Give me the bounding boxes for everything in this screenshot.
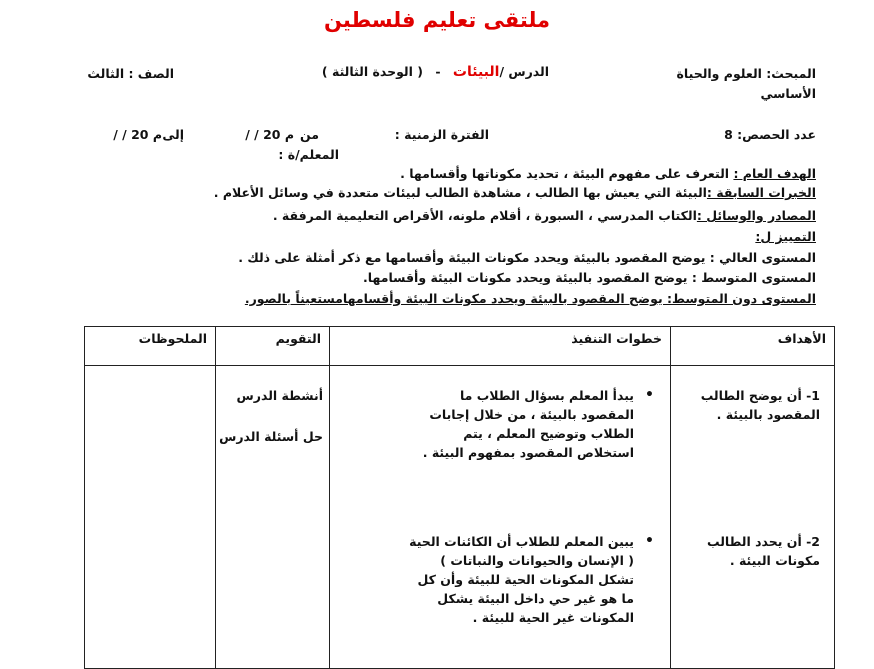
lesson-separator: - (435, 64, 441, 79)
periods-count: عدد الحصص: 8 (724, 127, 816, 142)
goals-cell (671, 366, 835, 669)
header-steps: خطوات التنفيذ (330, 327, 671, 366)
step-2: • يبين المعلم للطلاب أن الكائنات الحية ( الإنسان والحيوانات والنباتات ) تشكل المكونات الحية للبيئة وأن كل ما هو غير حي داخل البيئة يشكل المكونات غير الحية للبيئة . (404, 532, 656, 627)
notes-cell (85, 366, 216, 669)
goal-2: 2- أن يحدد الطالب مكونات البيئة . (706, 534, 820, 568)
prior-experience-label: الخبرات السابقة : (706, 185, 816, 200)
steps-cell (330, 366, 671, 669)
goal-1: 1- أن يوضح الطالب المقصود بالبيئة . (700, 388, 820, 422)
date-to: / / 20 م (113, 127, 162, 142)
lesson-name: البيئات (452, 64, 500, 80)
resources-label: المصادر والوسائل : (696, 208, 816, 223)
step-1: • يبدأ المعلم بسؤال الطلاب ما المقصود بالبيئة ، من خلال إجابات الطلاب وتوضيح المعلم ، يتم استخلاص المقصود بمفهوم البيئة . (404, 386, 656, 462)
table-header-row (85, 327, 835, 366)
table-row (85, 366, 835, 669)
from-label: من (300, 127, 319, 142)
page-title: ملتقى تعليم فلسطين (323, 8, 551, 32)
to-label: إلى (162, 127, 184, 142)
subject-label: المبحث: العلوم والحياة (676, 66, 816, 81)
header-evaluation: التقويم (216, 327, 330, 366)
header-goals: الأهداف (671, 327, 835, 366)
prior-experience-text: البيئة التي يعيش بها الطالب ، مشاهدة الطالب لبيئات متعددة في وسائل الأعلام . (213, 185, 707, 200)
teacher-label: المعلم/ة : (278, 147, 339, 162)
evaluation-1: أنشطة الدرس (236, 388, 323, 403)
period-label: الفترة الزمنية : (394, 127, 489, 142)
prior-experience (214, 185, 816, 200)
evaluation-2: حل أسئلة الدرس (219, 429, 323, 444)
lesson-plan-table (84, 326, 835, 669)
general-goal-text: التعرف على مفهوم البيئة ، تحديد مكوناتها وأقسامها . (400, 166, 734, 181)
differentiation-label: التمييز ل: (755, 229, 816, 244)
grade-label: الصف : الثالث (87, 66, 174, 81)
level-high: المستوى العالي : يوضح المقصود بالبيئة ويحدد مكونات البيئة وأقسامها مع ذكر أمثلة على ذلك . (238, 250, 816, 265)
level-mid: المستوى المتوسط : يوضح المقصود بالبيئة ويحدد مكونات البيئة وأقسامها. (363, 270, 816, 285)
lesson-line (322, 64, 549, 80)
unit-label: ( الوحدة الثالثة ) (321, 64, 423, 79)
general-goal-label: الهدف العام : (733, 166, 816, 181)
lesson-prefix: الدرس / (499, 64, 549, 79)
header-notes: الملحوظات (85, 327, 216, 366)
general-goal (400, 166, 816, 181)
resources-text: الكتاب المدرسي ، السبورة ، أقلام ملونه، الأقراص التعليمية المرفقة . (272, 208, 697, 223)
date-from: / / 20 م (245, 127, 294, 142)
evaluation-cell (216, 366, 330, 669)
grade-continuation: الأساسي (760, 86, 816, 101)
level-low: المستوى دون المتوسط: يوضح المقصود بالبيئة ويحدد مكونات البيئة وأقسامهامستعيناً بالصور. (244, 291, 816, 306)
resources (273, 208, 816, 223)
